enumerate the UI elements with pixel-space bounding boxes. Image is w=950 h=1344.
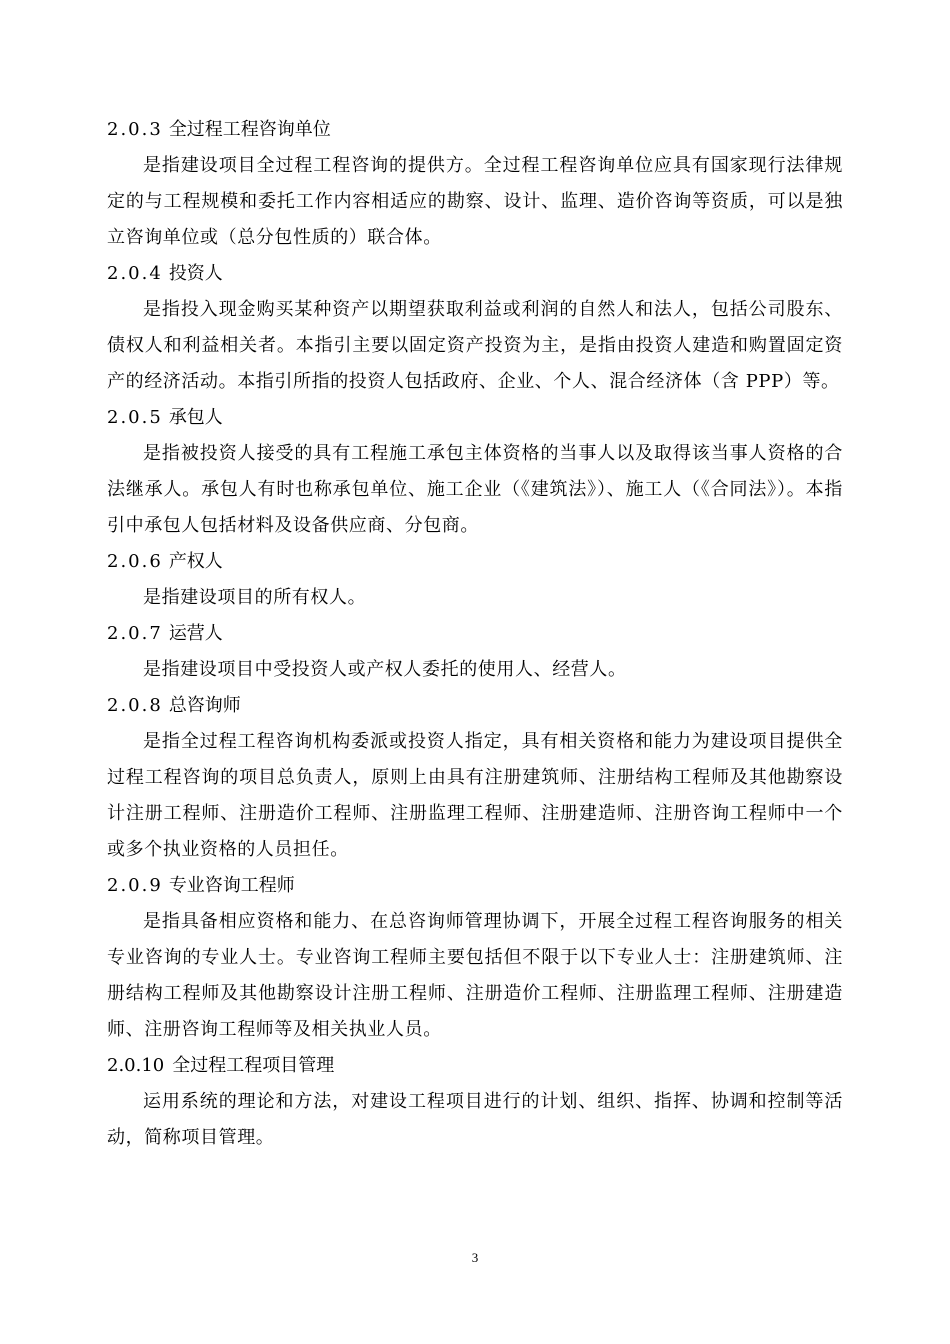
section-2-0-6 (107, 544, 843, 616)
term-definition: 是指投入现金购买某种资产以期望获取利益或利润的自然人和法人，包括公司股东、债权人和利益相关者。本指引主要以固定资产投资为主，是指由投资人建造和购置固定资产的经济活动。本指引所指的投资人包括政府、企业、个人、混合经济体（含 PPP）等。 (107, 299, 843, 392)
term-heading (107, 256, 843, 292)
document-body (107, 112, 843, 1156)
term-heading (107, 112, 843, 148)
section-2-0-4 (107, 256, 843, 400)
term-definition: 是指被投资人接受的具有工程施工承包主体资格的当事人以及取得该当事人资格的合法继承人。承包人有时也称承包单位、施工企业（《建筑法》）、施工人（《合同法》）。本指引中承包人包括材料及设备供应商、分包商。 (107, 443, 843, 536)
term-definition: 运用系统的理论和方法，对建设工程项目进行的计划、组织、指挥、协调和控制等活动，简称项目管理。 (107, 1091, 843, 1148)
term-number: 2.0.10 (107, 1055, 165, 1076)
term-title: 承包人 (168, 407, 223, 428)
term-title: 全过程工程咨询单位 (168, 119, 331, 140)
term-heading (107, 688, 843, 724)
term-heading (107, 868, 843, 904)
term-heading (107, 544, 843, 580)
term-number: 2.0.3 (107, 119, 163, 140)
term-title: 专业咨询工程师 (168, 875, 295, 896)
section-2-0-5 (107, 400, 843, 544)
term-number: 2.0.4 (107, 263, 163, 284)
section-2-0-9 (107, 868, 843, 1048)
term-definition: 是指建设项目中受投资人或产权人委托的使用人、经营人。 (143, 659, 627, 680)
term-definition: 是指全过程工程咨询机构委派或投资人指定，具有相关资格和能力为建设项目提供全过程工程咨询的项目总负责人，原则上由具有注册建筑师、注册结构工程师及其他勘察设计注册工程师、注册造价工程师、注册监理工程师、注册建造师、注册咨询工程师中一个或多个执业资格的人员担任。 (107, 731, 843, 860)
term-title: 产权人 (168, 551, 223, 572)
term-title: 全过程工程项目管理 (172, 1055, 335, 1076)
term-definition: 是指建设项目全过程工程咨询的提供方。全过程工程咨询单位应具有国家现行法律规定的与工程规模和委托工作内容相适应的勘察、设计、监理、造价咨询等资质，可以是独立咨询单位或（总分包性质的）联合体。 (107, 155, 843, 248)
section-2-0-3 (107, 112, 843, 256)
term-definition: 是指具备相应资格和能力、在总咨询师管理协调下，开展全过程工程咨询服务的相关专业咨询的专业人士。专业咨询工程师主要包括但不限于以下专业人士：注册建筑师、注册结构工程师及其他勘察设计注册工程师、注册造价工程师、注册监理工程师、注册建造师、注册咨询工程师等及相关执业人员。 (107, 911, 843, 1040)
term-title: 投资人 (168, 263, 223, 284)
term-number: 2.0.7 (107, 623, 163, 644)
term-number: 2.0.5 (107, 407, 163, 428)
term-number: 2.0.9 (107, 875, 163, 896)
term-heading (107, 616, 843, 652)
page-number: 3 (471, 1250, 479, 1265)
term-number: 2.0.6 (107, 551, 163, 572)
term-heading (107, 1048, 843, 1084)
term-heading (107, 400, 843, 436)
section-2-0-10 (107, 1048, 843, 1156)
term-title: 运营人 (168, 623, 223, 644)
section-2-0-8 (107, 688, 843, 868)
term-definition: 是指建设项目的所有权人。 (143, 587, 367, 608)
term-title: 总咨询师 (168, 695, 241, 716)
section-2-0-7 (107, 616, 843, 688)
term-number: 2.0.8 (107, 695, 163, 716)
